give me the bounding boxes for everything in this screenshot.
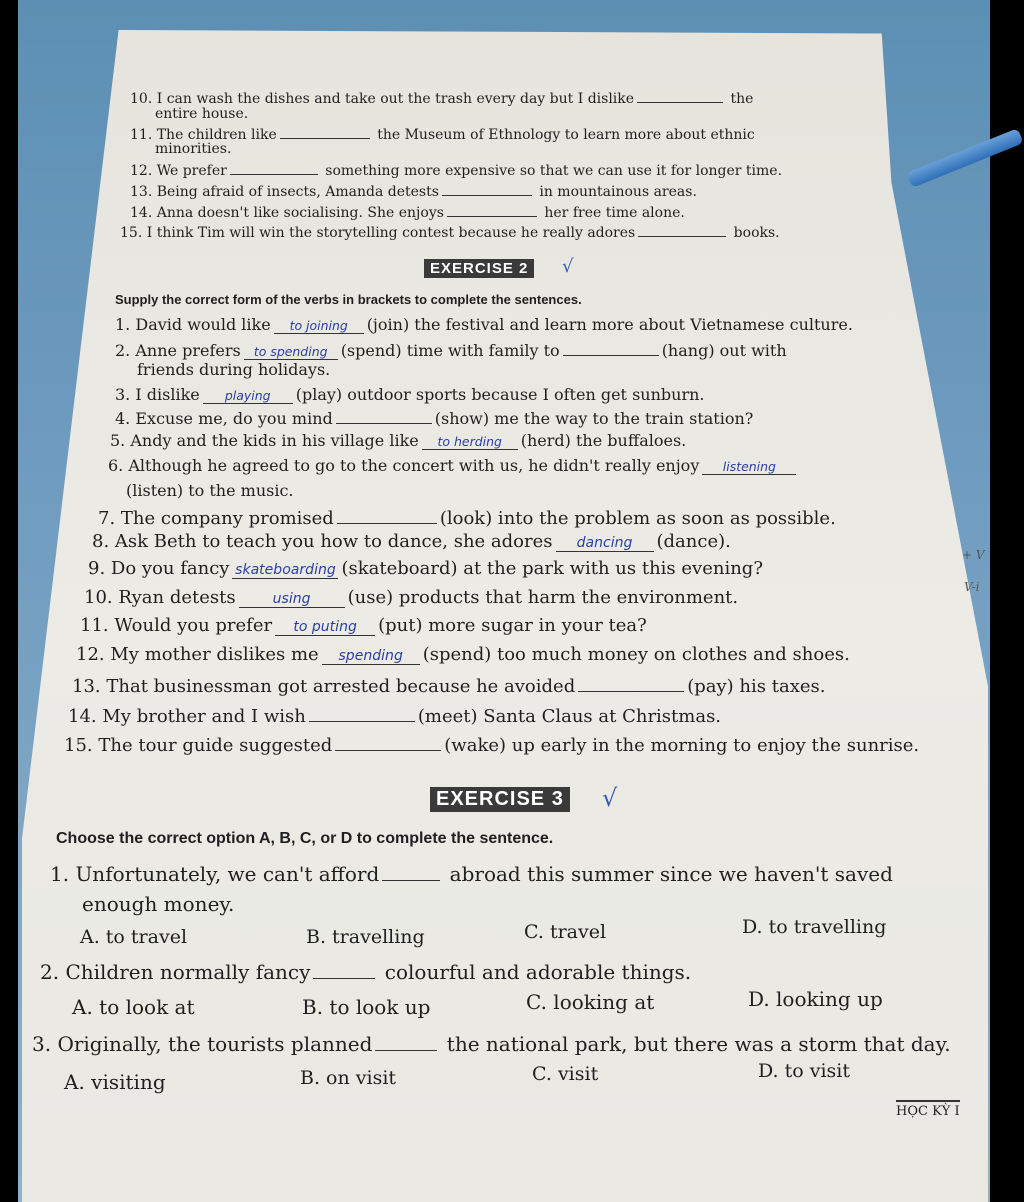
answer-blank[interactable] (447, 202, 537, 217)
ex2-item-7: 7. The company promised (look) into the problem as soon as possible. (98, 505, 836, 529)
answer-blank[interactable] (578, 673, 684, 692)
handwritten-answer[interactable]: spending (322, 648, 420, 665)
answer-blank[interactable] (313, 958, 375, 979)
ex3-question-2: 2. Children normally fancy colourful and adorable things. (40, 960, 692, 984)
option-d[interactable]: D. looking up (748, 987, 883, 1011)
handwritten-answer[interactable]: dancing (556, 535, 654, 552)
check-mark: √ (562, 256, 574, 277)
ex3-question-3: 3. Originally, the tourists planned the national park, but there was a storm that day. (32, 1032, 951, 1056)
answer-blank[interactable] (309, 703, 415, 722)
ex2-item-4: 4. Excuse me, do you mind (show) me the way to the train station? (115, 409, 754, 428)
ex2-item-10: 10. Ryan detests using (use) products that harm the environment. (84, 587, 739, 608)
answer-blank[interactable] (336, 407, 432, 424)
exercise-2-instruction: Supply the correct form of the verbs in brackets to complete the sentences. (115, 292, 582, 307)
answer-blank[interactable] (382, 860, 440, 881)
ex1-item-12: 12. We prefer something more expensive so that we can use it for longer time. (130, 160, 782, 179)
handwritten-answer[interactable]: skateboarding (232, 562, 338, 579)
ex3-question-1-cont: enough money. (82, 892, 235, 916)
answer-blank[interactable] (442, 181, 532, 196)
margin-note: V-i (964, 580, 980, 594)
ex2-item-1: 1. David would like to joining (join) the festival and learn more about Vietnamese culture. (115, 315, 853, 334)
ex1-item-11-cont: minorities. (155, 141, 232, 157)
option-a[interactable]: A. to travel (80, 926, 188, 948)
exercise-3-instruction: Choose the correct option A, B, C, or D to complete the sentence. (56, 830, 554, 847)
page-footer: HỌC KỲ I (896, 1100, 960, 1119)
option-c[interactable]: C. travel (524, 921, 607, 943)
ex1-item-14: 14. Anna doesn't like socialising. She enjoys her free time alone. (130, 202, 685, 221)
answer-blank[interactable] (638, 222, 726, 237)
option-c[interactable]: C. visit (532, 1063, 599, 1085)
answer-blank[interactable] (280, 124, 370, 139)
ex2-item-8: 8. Ask Beth to teach you how to dance, she adores dancing (dance). (92, 531, 731, 552)
answer-blank[interactable] (230, 160, 318, 175)
ex2-item-2-cont: friends during holidays. (137, 360, 331, 379)
ex2-item-13: 13. That businessman got arrested because he avoided (pay) his taxes. (72, 673, 825, 697)
ex3-question-1: 1. Unfortunately, we can't afford abroad this summer since we haven't saved (50, 862, 893, 886)
ex1-item-10: 10. I can wash the dishes and take out the trash every day but I dislike the (130, 88, 753, 107)
option-d[interactable]: D. to travelling (742, 916, 887, 938)
ex1-item-13: 13. Being afraid of insects, Amanda detests in mountainous areas. (130, 181, 697, 200)
handwritten-answer[interactable]: listening (702, 459, 796, 475)
ex2-item-12: 12. My mother dislikes me spending (spend) too much money on clothes and shoes. (76, 644, 850, 665)
margin-note: + V (962, 548, 985, 562)
answer-blank[interactable] (335, 732, 441, 751)
option-b[interactable]: B. on visit (300, 1067, 397, 1089)
ex1-item-15: 15. I think Tim will win the storytelling contest because he really adores books. (120, 222, 780, 241)
check-mark: √ (602, 784, 618, 812)
option-b[interactable]: B. travelling (306, 926, 425, 948)
answer-blank[interactable] (375, 1030, 437, 1051)
handwritten-answer[interactable]: to joining (274, 318, 364, 334)
handwritten-answer[interactable]: to spending (244, 344, 338, 360)
option-a[interactable]: A. visiting (64, 1070, 166, 1094)
ex2-item-14: 14. My brother and I wish (meet) Santa Claus at Christmas. (68, 703, 721, 727)
answer-blank[interactable] (337, 505, 437, 524)
option-b[interactable]: B. to look up (302, 995, 431, 1019)
ex2-item-3: 3. I dislike playing (play) outdoor sports because I often get sunburn. (115, 385, 705, 404)
handwritten-answer[interactable]: using (239, 591, 345, 608)
handwritten-answer[interactable]: to herding (422, 434, 518, 450)
ex2-item-15: 15. The tour guide suggested (wake) up early in the morning to enjoy the sunrise. (64, 732, 919, 756)
exercise-3-heading: EXERCISE 3 (430, 787, 570, 812)
ex1-item-11: 11. The children like the Museum of Ethnology to learn more about ethnic (130, 124, 755, 143)
option-d[interactable]: D. to visit (758, 1060, 851, 1082)
answer-blank[interactable] (563, 339, 659, 356)
ex2-item-9: 9. Do you fancy skateboarding (skateboard) at the park with us this evening? (88, 558, 763, 579)
ex2-item-6: 6. Although he agreed to go to the concert with us, he didn't really enjoy listening (108, 456, 799, 475)
ex2-item-6-cont: (listen) to the music. (126, 481, 294, 500)
handwritten-answer[interactable]: playing (203, 388, 293, 404)
ex2-item-5: 5. Andy and the kids in his village like to herding (herd) the buffaloes. (110, 431, 687, 450)
answer-blank[interactable] (637, 88, 723, 103)
option-a[interactable]: A. to look at (72, 995, 195, 1019)
handwritten-answer[interactable]: to puting (275, 619, 375, 636)
ex2-item-2: 2. Anne prefers to spending (spend) time with family to (hang) out with (115, 341, 787, 360)
option-c[interactable]: C. looking at (526, 990, 655, 1014)
ex2-item-11: 11. Would you prefer to puting (put) more sugar in your tea? (80, 615, 647, 636)
exercise-2-heading: EXERCISE 2 (424, 259, 534, 278)
ex1-item-10-cont: entire house. (155, 106, 249, 122)
